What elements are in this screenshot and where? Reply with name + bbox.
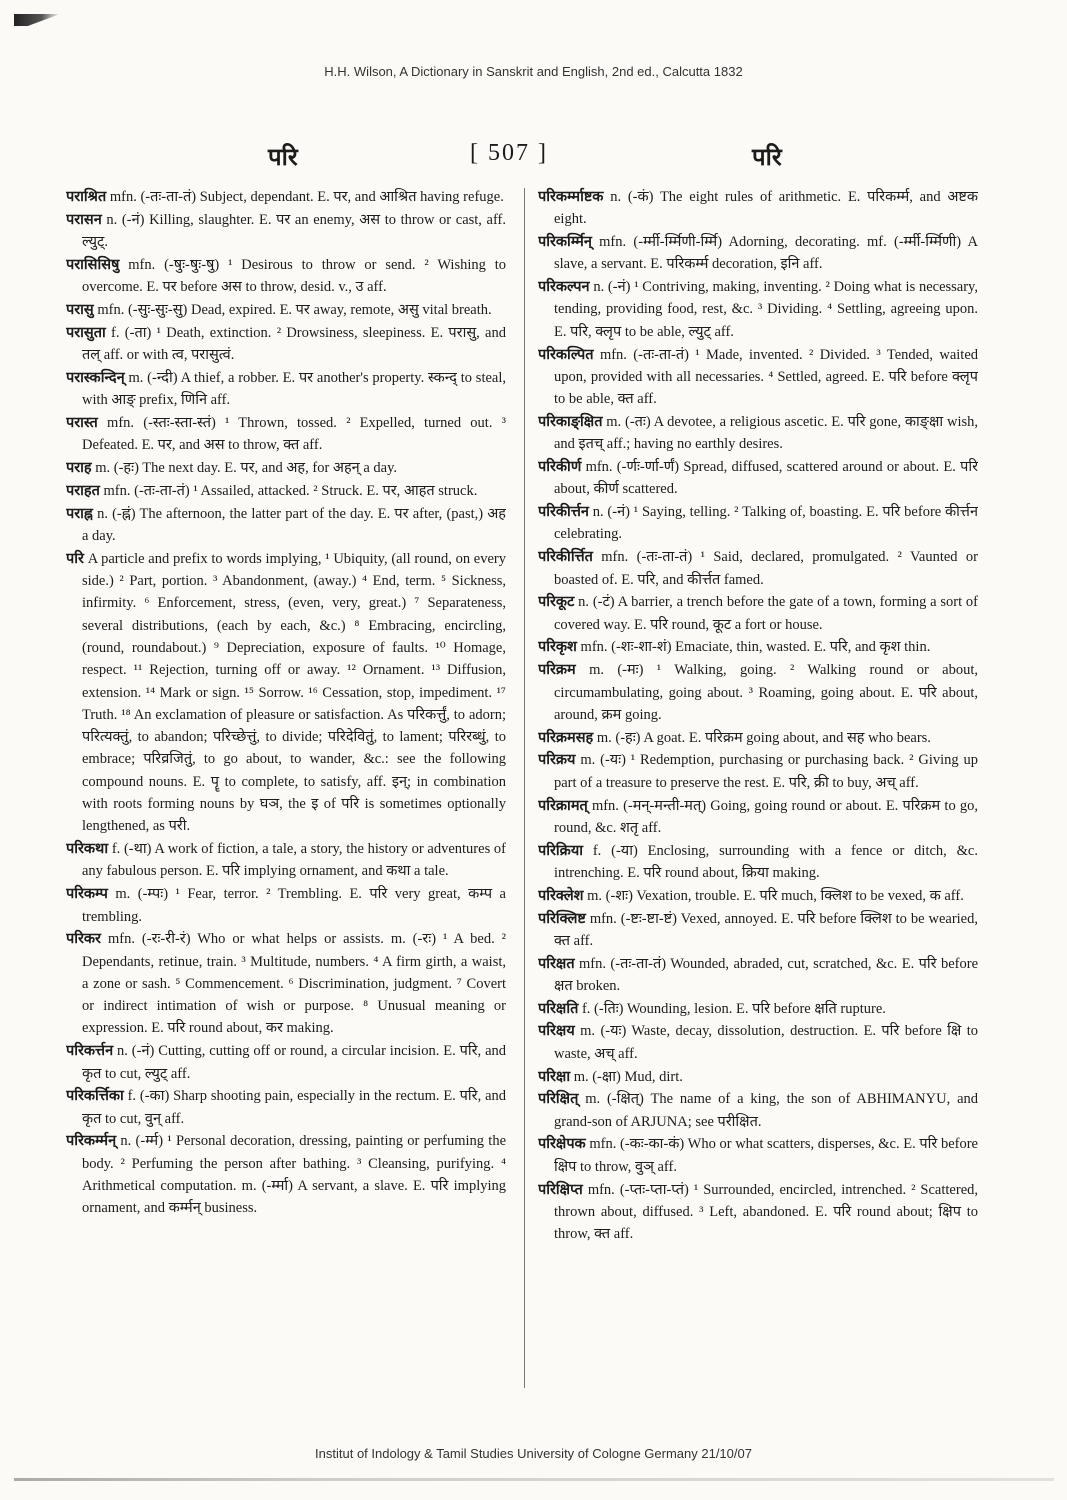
entry-headword: परिकर्म्माष्टक xyxy=(538,189,604,205)
dictionary-entry xyxy=(66,367,506,412)
entry-headword: परिक्रिया xyxy=(538,842,583,859)
entry-headword: परासिसिषु xyxy=(66,256,120,273)
entry-definition: f. (-था) A work of fiction, a tale, a story, the history or adventures of any fabulous person. E. परि implying ornament, and कथा a tale. xyxy=(82,841,506,880)
dictionary-entry xyxy=(66,883,506,928)
entry-definition: mfn. (-प्तः-प्ता-प्तं) ¹ Surrounded, encircled, intrenched. ² Scattered, thrown about, diffused. ³ Left, abandoned. E. परि round about; क्षिप to throw, क्त aff. xyxy=(554,1181,978,1243)
entry-definition: mfn. (-मन्-मन्ती-मत्) Going, going round or about. E. परिक्रम to go, round, &c. शतृ aff. xyxy=(554,797,978,836)
dictionary-entry xyxy=(538,1179,978,1246)
entry-headword: परिक्रम xyxy=(538,662,576,679)
column-divider xyxy=(524,188,525,1388)
entry-definition: m. (-क्षित्) The name of a king, the son of ABHIMANYU, and grand-son of ARJUNA; see परीक्षित. xyxy=(554,1091,978,1130)
entry-headword: परिकीर्ण xyxy=(538,459,582,476)
entry-headword: परास्त xyxy=(66,414,98,431)
entry-definition: A particle and prefix to words implying, ¹ Ubiquity, (all round, on every side.) ² Part, portion. ³ Abandonment, (away.) ⁴ End, term. ⁵ Sickness, infirmity. ⁶ Enforcement, stress, (even, very, great.) ⁷ Separateness, several distributions, (each by each, &c.) ⁸ Embracing, encircling, (round, roundabout.) ⁹ Depreciation, exposure of faults. ¹⁰ Homage, respect. ¹¹ Rejection, turning off or away. ¹² Ornament. ¹³ Diffusion, extension. ¹⁴ Mark or sign. ¹⁵ Sorrow. ¹⁶ Cessation, stop, impediment. ¹⁷ Truth. ¹⁸ An exclamation of pleasure or satisfaction. As परिकर्त्तुं, to adorn; परित्यक्तुं, to abandon; परिच्छेत्तुं, to divide; परिदेवितुं, to lament; परिरब्धुं, to embrace; परिव्रजितुं, to go about, to wander, &c.: see the following compound nouns. E. पॄ to complete, to satisfy, aff. इन्; in combination with roots forming nouns by घञ, the इ of परि is sometimes optionally lengthened, as परी. xyxy=(82,550,506,835)
institution-footer: Institut of Indology & Tamil Studies University of Cologne Germany 21/10/07 xyxy=(315,1446,752,1461)
dictionary-entry xyxy=(538,908,978,953)
entry-definition: mfn. (-तः-ता-तं) ¹ Made, invented. ² Divided. ³ Tended, waited upon, provided with all necessaries. ⁴ Settled, agreed. E. परि before क्लृप to be able, क्त aff. xyxy=(554,346,978,408)
entry-definition: m. (-क्षा) Mud, dirt. xyxy=(573,1068,683,1085)
entry-headword: पराश्रित xyxy=(66,189,107,205)
dictionary-entry xyxy=(66,838,506,883)
entry-headword: परिक्षा xyxy=(538,1068,571,1085)
entry-headword: परिकीर्त्तन xyxy=(538,504,589,521)
entry-definition: m. (-मः) ¹ Walking, going. ² Walking round or about, circumambulating, going about. ³ Roaming, going about. E. परि about, around, क्रम going. xyxy=(554,662,978,723)
entry-headword: परिक्षत xyxy=(538,955,575,972)
entry-definition: mfn. (-र्णः-र्णा-र्णं) Spread, diffused, scattered around or about. E. परि about, कीर्ण scattered. xyxy=(554,459,978,498)
entry-definition: mfn. (-षुः-षुः-षु) ¹ Desirous to throw or send. ² Wishing to overcome. E. पर before अस to throw, desid. v., उ aff. xyxy=(82,256,506,296)
entry-definition: m. (-म्पः) ¹ Fear, terror. ² Trembling. E. परि very great, कम्प a trembling. xyxy=(82,886,506,925)
entry-headword: परिकर्त्तिका xyxy=(66,1088,124,1105)
entry-definition: mfn. (-र्म्मी-र्म्मिणी-र्म्मि) Adorning, decorating. mf. (-र्म्मी-र्म्मिणी) A slave, a servant. E. परिकर्म्म decoration, इनि aff. xyxy=(554,234,978,273)
dictionary-entry xyxy=(538,749,978,794)
entry-definition: m. (-हः) A goat. E. परिक्रम going about, and सह who bears. xyxy=(596,729,931,746)
entry-headword: पराह xyxy=(66,460,92,477)
entry-definition: n. (-नं) Cutting, cutting off or round, a circular incision. E. परि, and कृत to cut, ल्युट् aff. xyxy=(82,1043,506,1082)
entry-definition: n. (-ह्नं) The afternoon, the latter part of the day. E. पर after, (past,) अह a day. xyxy=(82,505,506,544)
entry-headword: परिकर्म्मन् xyxy=(66,1133,117,1150)
entry-headword: पराह्न xyxy=(66,505,93,522)
entry-definition: m. (-शः) Vexation, trouble. E. परि much, क्लिश to be vexed, क aff. xyxy=(587,887,964,904)
running-head-left: परि xyxy=(268,145,298,171)
dictionary-entry xyxy=(538,1066,978,1088)
entry-definition: n. (-नं) ¹ Contriving, making, inventing. ² Doing what is necessary, tending, providing food, rest, &c. ³ Dividing. ⁴ Settling, agreeing upon. E. परि, क्लृप to be able, ल्युट् aff. xyxy=(554,279,978,340)
dictionary-entry xyxy=(538,795,978,840)
dictionary-entry xyxy=(66,457,506,479)
entry-definition: n. (-नं) Killing, slaughter. E. पर an enemy, अस to throw or cast, aff. ल्युट्. xyxy=(82,211,506,251)
entry-definition: m. (-यः) ¹ Redemption, purchasing or purchasing back. ² Giving up part of a treasure to preserve the rest. E. परि, क्री to buy, अच् aff. xyxy=(554,752,978,791)
entry-headword: परिक्रय xyxy=(538,752,576,769)
dictionary-entry xyxy=(538,411,978,456)
dictionary-entry xyxy=(538,344,978,411)
entry-headword: परिक्षति xyxy=(538,1000,579,1017)
scan-bottom-edge xyxy=(14,1478,1054,1481)
entry-definition: mfn. (-शः-शा-शं) Emaciate, thin, wasted. E. परि, and कृश thin. xyxy=(580,639,931,656)
entry-definition: mfn. (-स्तः-स्ता-स्तं) ¹ Thrown, tossed. ² Expelled, turned out. ³ Defeated. E. पर, and अस to throw, क्त aff. xyxy=(82,414,506,454)
dictionary-entry xyxy=(66,1130,506,1219)
entry-headword: परिक्रामत् xyxy=(538,797,588,814)
entry-definition: mfn. (-कः-का-कं) Who or what scatters, disperses, &c. E. परि before क्षिप to throw, वुञ् aff. xyxy=(554,1136,978,1175)
dictionary-entry xyxy=(538,501,978,546)
entry-headword: परि xyxy=(66,550,84,567)
dictionary-entry xyxy=(538,1133,978,1178)
entry-definition: f. (-या) Enclosing, surrounding with a fence or ditch, &c. intrenching. E. परि round about, क्रिया making. xyxy=(554,842,978,881)
entry-definition: mfn. (-तः-ता-तं) Subject, dependant. E. पर, and आश्रित having refuge. xyxy=(109,189,504,205)
scan-corner-mark xyxy=(14,14,60,26)
dictionary-entry xyxy=(66,1040,506,1085)
entry-headword: परिकल्पित xyxy=(538,346,594,363)
entry-headword: परिकूट xyxy=(538,594,575,611)
dictionary-entry xyxy=(66,1085,506,1130)
entry-headword: परिकर्त्तन xyxy=(66,1043,114,1060)
entry-headword: परिकर्म्मिन् xyxy=(538,234,592,251)
entry-definition: f. (-का) Sharp shooting pain, especially in the rectum. E. परि, and कृत to cut, वुन् aff. xyxy=(82,1088,506,1127)
dictionary-entry xyxy=(538,1088,978,1133)
entry-definition: f. (-तिः) Wounding, lesion. E. परि before क्षति rupture. xyxy=(581,1000,886,1017)
entry-headword: परासु xyxy=(66,301,94,318)
entry-definition: f. (-ता) ¹ Death, extinction. ² Drowsiness, sleepiness. E. परासु, and तल् aff. or with त्व, परासुत्वं. xyxy=(82,324,506,364)
dictionary-entry xyxy=(538,953,978,998)
entry-definition: m. (-न्दी) A thief, a robber. E. पर another's property. स्कन्द् to steal, with आङ् prefix, णिनि aff. xyxy=(82,369,506,409)
dictionary-entry xyxy=(538,276,978,343)
dictionary-entry xyxy=(66,480,506,502)
entry-headword: परिकाङ्क्षित xyxy=(538,413,603,430)
entry-headword: परास्कन्दिन् xyxy=(66,369,125,386)
citation-header: H.H. Wilson, A Dictionary in Sanskrit and English, 2nd ed., Calcutta 1832 xyxy=(324,64,743,79)
entry-definition: m. (-तः) A devotee, a religious ascetic. E. परि gone, काङ्क्षा wish, and इतच् aff.; having no earthly desires. xyxy=(554,413,978,453)
dictionary-entry xyxy=(538,591,978,636)
dictionary-entry xyxy=(66,186,506,208)
dictionary-entry xyxy=(538,1020,978,1065)
entry-headword: परिकर xyxy=(66,931,101,948)
entry-headword: पराहत xyxy=(66,482,100,499)
entry-headword: परासुता xyxy=(66,324,106,341)
entry-definition: mfn. (-तः-ता-तं) ¹ Assailed, attacked. ² Struck. E. पर, आहत struck. xyxy=(103,482,478,499)
dictionary-entry xyxy=(66,209,506,254)
entry-headword: परिक्रमसह xyxy=(538,729,594,746)
dictionary-entry xyxy=(66,254,506,299)
entry-definition: m. (-यः) Waste, decay, dissolution, destruction. E. परि before क्षि to waste, अच् aff. xyxy=(554,1023,978,1062)
entry-headword: परिक्षय xyxy=(538,1023,575,1040)
dictionary-entry xyxy=(66,299,506,321)
dictionary-entry xyxy=(538,456,978,501)
entry-definition: mfn. (-सुः-सुः-सु) Dead, expired. E. पर away, remote, असु vital breath. xyxy=(97,301,492,318)
dictionary-entry xyxy=(538,231,978,276)
dictionary-entry xyxy=(538,636,978,658)
entry-headword: परिक्लिष्ट xyxy=(538,910,586,927)
dictionary-entry xyxy=(66,503,506,548)
dictionary-entry xyxy=(66,412,506,457)
dictionary-entry xyxy=(538,727,978,749)
dictionary-entry xyxy=(66,928,506,1039)
dictionary-entry xyxy=(538,885,978,907)
entry-definition: mfn. (-ष्टः-ष्टा-ष्टं) Vexed, annoyed. E. परि before क्लिश to be wearied, क्त aff. xyxy=(554,910,978,949)
dictionary-entry xyxy=(66,548,506,838)
entry-headword: परिक्लेश xyxy=(538,887,584,904)
entry-definition: n. (-र्म्म) ¹ Personal decoration, dressing, painting or perfuming the body. ² Perfuming the person after bathing. ³ Cleansing, purifying. ⁴ Arithmetical computation. m. (-र्म्मा) A servant, a slave. E. परि implying ornament, and कर्म्मन् business. xyxy=(82,1133,506,1217)
entry-headword: परिक्षित् xyxy=(538,1091,579,1108)
dictionary-entry xyxy=(66,322,506,367)
running-head-right: परि xyxy=(752,145,782,171)
entry-headword: परिकम्प xyxy=(66,886,108,903)
right-column xyxy=(538,186,978,1400)
entry-headword: परिकीर्त्तित xyxy=(538,549,593,566)
dictionary-entry xyxy=(538,186,978,231)
dictionary-entry xyxy=(538,546,978,591)
left-column xyxy=(66,186,506,1400)
entry-headword: परिकथा xyxy=(66,841,109,858)
entry-headword: परिकृश xyxy=(538,639,577,656)
entry-definition: mfn. (-तः-ता-तं) ¹ Said, declared, promulgated. ² Vaunted or boasted of. E. परि, and कीर्त्तत famed. xyxy=(554,549,978,588)
entry-headword: परिक्षिप्त xyxy=(538,1181,583,1198)
entry-definition: mfn. (-रः-री-रं) Who or what helps or assists. m. (-रः) ¹ A bed. ² Dependants, retinue, train. ³ Multitude, numbers. ⁴ A firm girth, a waist, a zone or sash. ⁵ Commencement. ⁶ Discrimination, judgment. ⁷ Covert or indirect intimation of wish or purpose. ⁸ Unusual meaning or expression. E. परि round about, कर making. xyxy=(82,931,506,1037)
page-number: [ 507 ] xyxy=(470,140,548,166)
entry-definition: n. (-टं) A barrier, a trench before the gate of a town, forming a sort of covered way. E. परि round, कूट a fort or house. xyxy=(554,594,978,633)
entry-headword: परिक्षेपक xyxy=(538,1136,586,1153)
entry-definition: n. (-कं) The eight rules of arithmetic. E. परिकर्म्म, and अष्टक eight. xyxy=(554,189,978,228)
entry-headword: परिकल्पन xyxy=(538,279,590,296)
entry-definition: m. (-हः) The next day. E. पर, and अह, for अहन् a day. xyxy=(95,460,398,477)
dictionary-entry xyxy=(538,840,978,885)
entry-definition: mfn. (-तः-ता-तं) Wounded, abraded, cut, scratched, &c. E. परि before क्षत broken. xyxy=(554,955,978,994)
dictionary-entry xyxy=(538,659,978,726)
entry-definition: n. (-नं) ¹ Saying, telling. ² Talking of, boasting. E. परि before कीर्त्तन celebrating. xyxy=(554,504,978,543)
dictionary-entry xyxy=(538,998,978,1020)
entry-headword: परासन xyxy=(66,211,102,228)
